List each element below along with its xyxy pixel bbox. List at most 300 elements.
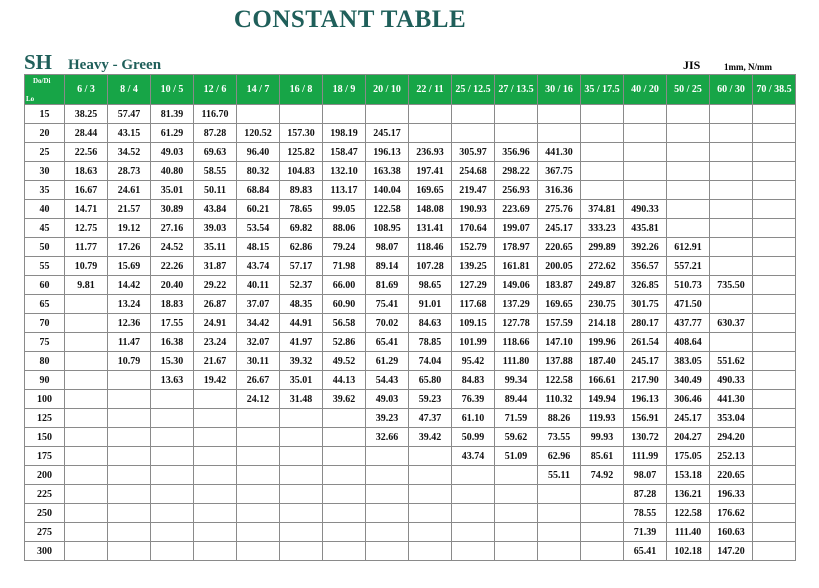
table-cell: 223.69	[495, 200, 538, 219]
table-cell	[753, 428, 796, 447]
table-cell	[753, 181, 796, 200]
row-length-cell: 90	[25, 371, 65, 390]
table-cell	[194, 542, 237, 561]
row-length-cell: 50	[25, 238, 65, 257]
table-cell: 58.55	[194, 162, 237, 181]
table-cell: 11.77	[65, 238, 108, 257]
table-cell	[667, 219, 710, 238]
table-cell: 49.03	[151, 143, 194, 162]
column-header: 35 / 17.5	[581, 75, 624, 105]
table-cell: 140.04	[366, 181, 409, 200]
table-cell: 17.26	[108, 238, 151, 257]
table-cell: 111.99	[624, 447, 667, 466]
table-cell: 116.70	[194, 105, 237, 124]
table-cell: 51.09	[495, 447, 538, 466]
table-cell	[151, 428, 194, 447]
table-cell: 78.85	[409, 333, 452, 352]
table-cell	[710, 333, 753, 352]
table-cell: 17.55	[151, 314, 194, 333]
table-cell	[581, 162, 624, 181]
table-cell	[151, 409, 194, 428]
table-cell	[409, 466, 452, 485]
table-cell	[495, 485, 538, 504]
table-cell	[409, 485, 452, 504]
table-cell	[581, 105, 624, 124]
table-cell: 52.86	[323, 333, 366, 352]
table-cell	[65, 333, 108, 352]
table-cell: 81.69	[366, 276, 409, 295]
table-cell: 85.61	[581, 447, 624, 466]
table-cell: 16.38	[151, 333, 194, 352]
table-cell: 16.67	[65, 181, 108, 200]
table-row	[25, 542, 796, 561]
table-cell	[753, 390, 796, 409]
table-row	[25, 485, 796, 504]
table-cell	[710, 143, 753, 162]
table-cell	[323, 485, 366, 504]
table-cell	[280, 447, 323, 466]
table-cell	[237, 447, 280, 466]
table-cell	[65, 466, 108, 485]
table-cell: 32.66	[366, 428, 409, 447]
table-cell: 78.65	[280, 200, 323, 219]
table-cell: 490.33	[710, 371, 753, 390]
table-cell	[194, 466, 237, 485]
table-cell: 89.14	[366, 257, 409, 276]
table-cell: 249.87	[581, 276, 624, 295]
table-cell	[753, 238, 796, 257]
column-header: 6 / 3	[65, 75, 108, 105]
table-cell	[538, 523, 581, 542]
table-cell	[667, 181, 710, 200]
table-cell: 137.29	[495, 295, 538, 314]
table-cell: 190.93	[452, 200, 495, 219]
table-cell	[65, 428, 108, 447]
table-row	[25, 409, 796, 428]
table-cell: 110.32	[538, 390, 581, 409]
table-cell: 28.73	[108, 162, 151, 181]
table-cell: 39.32	[280, 352, 323, 371]
table-header-row	[25, 75, 796, 105]
table-cell	[495, 504, 538, 523]
table-cell	[495, 105, 538, 124]
table-cell	[495, 466, 538, 485]
table-cell	[237, 523, 280, 542]
table-cell: 306.46	[667, 390, 710, 409]
table-cell	[753, 257, 796, 276]
table-cell	[452, 466, 495, 485]
constant-table	[24, 74, 796, 561]
table-cell: 87.28	[194, 124, 237, 143]
table-row	[25, 352, 796, 371]
table-cell	[237, 428, 280, 447]
table-cell	[194, 447, 237, 466]
table-cell	[151, 504, 194, 523]
corner-header-cell	[25, 75, 65, 105]
table-cell: 252.13	[710, 447, 753, 466]
table-cell	[323, 105, 366, 124]
table-cell	[194, 523, 237, 542]
table-cell: 70.02	[366, 314, 409, 333]
table-cell: 47.37	[409, 409, 452, 428]
table-cell	[108, 428, 151, 447]
table-cell: 38.25	[65, 105, 108, 124]
table-cell	[65, 504, 108, 523]
column-header: 18 / 9	[323, 75, 366, 105]
table-cell	[667, 143, 710, 162]
table-cell: 340.49	[667, 371, 710, 390]
table-cell	[753, 105, 796, 124]
table-cell	[495, 523, 538, 542]
table-cell: 118.46	[409, 238, 452, 257]
table-cell: 31.87	[194, 257, 237, 276]
table-row	[25, 219, 796, 238]
table-cell	[495, 542, 538, 561]
table-cell: 43.74	[452, 447, 495, 466]
table-cell: 53.54	[237, 219, 280, 238]
table-cell: 113.17	[323, 181, 366, 200]
table-cell: 40.80	[151, 162, 194, 181]
table-cell: 119.93	[581, 409, 624, 428]
table-cell: 153.18	[667, 466, 710, 485]
column-header: 8 / 4	[108, 75, 151, 105]
row-length-cell: 80	[25, 352, 65, 371]
table-cell	[710, 219, 753, 238]
table-cell: 374.81	[581, 200, 624, 219]
series-code: SH	[24, 50, 53, 74]
table-row	[25, 333, 796, 352]
row-length-cell: 75	[25, 333, 65, 352]
table-cell	[237, 542, 280, 561]
table-row	[25, 257, 796, 276]
table-cell: 122.58	[366, 200, 409, 219]
table-cell: 437.77	[667, 314, 710, 333]
table-cell: 272.62	[581, 257, 624, 276]
series-label	[24, 50, 161, 75]
table-cell: 22.26	[151, 257, 194, 276]
table-cell: 356.96	[495, 143, 538, 162]
row-length-cell: 300	[25, 542, 65, 561]
table-cell	[581, 143, 624, 162]
table-cell	[452, 523, 495, 542]
table-cell	[753, 162, 796, 181]
table-cell: 19.42	[194, 371, 237, 390]
row-length-cell: 200	[25, 466, 65, 485]
table-cell: 48.35	[280, 295, 323, 314]
table-cell	[581, 523, 624, 542]
table-cell: 130.72	[624, 428, 667, 447]
table-cell	[753, 542, 796, 561]
table-cell: 122.58	[538, 371, 581, 390]
table-cell: 13.63	[151, 371, 194, 390]
table-cell: 187.40	[581, 352, 624, 371]
table-cell	[65, 523, 108, 542]
table-cell	[624, 181, 667, 200]
table-cell	[108, 447, 151, 466]
table-cell: 75.41	[366, 295, 409, 314]
table-cell	[452, 485, 495, 504]
table-cell	[710, 238, 753, 257]
table-cell: 43.74	[237, 257, 280, 276]
table-cell: 612.91	[667, 238, 710, 257]
table-cell	[108, 504, 151, 523]
table-cell: 147.10	[538, 333, 581, 352]
table-cell: 147.20	[710, 542, 753, 561]
table-cell	[366, 523, 409, 542]
table-cell	[151, 485, 194, 504]
column-header: 60 / 30	[710, 75, 753, 105]
table-cell: 101.99	[452, 333, 495, 352]
table-cell: 298.22	[495, 162, 538, 181]
table-row	[25, 105, 796, 124]
table-cell: 510.73	[667, 276, 710, 295]
table-cell: 39.62	[323, 390, 366, 409]
table-cell: 84.63	[409, 314, 452, 333]
table-cell: 55.11	[538, 466, 581, 485]
table-cell: 98.65	[409, 276, 452, 295]
table-cell	[151, 542, 194, 561]
table-row	[25, 466, 796, 485]
table-cell: 256.93	[495, 181, 538, 200]
column-header: 30 / 16	[538, 75, 581, 105]
table-row	[25, 314, 796, 333]
table-cell: 89.44	[495, 390, 538, 409]
table-cell: 148.08	[409, 200, 452, 219]
table-cell: 15.69	[108, 257, 151, 276]
table-cell: 30.11	[237, 352, 280, 371]
row-length-cell: 20	[25, 124, 65, 143]
table-cell	[323, 409, 366, 428]
table-cell	[753, 314, 796, 333]
table-cell	[538, 485, 581, 504]
table-cell: 156.91	[624, 409, 667, 428]
table-cell: 32.07	[237, 333, 280, 352]
table-cell: 111.80	[495, 352, 538, 371]
row-length-cell: 100	[25, 390, 65, 409]
standard-label: JIS	[683, 58, 701, 72]
table-cell: 299.89	[581, 238, 624, 257]
table-row	[25, 124, 796, 143]
table-cell: 118.66	[495, 333, 538, 352]
table-cell: 61.29	[151, 124, 194, 143]
table-cell	[538, 504, 581, 523]
table-cell: 220.65	[538, 238, 581, 257]
table-cell: 280.17	[624, 314, 667, 333]
table-cell	[753, 295, 796, 314]
column-header: 70 / 38.5	[753, 75, 796, 105]
table-cell: 157.30	[280, 124, 323, 143]
table-cell: 21.67	[194, 352, 237, 371]
table-cell: 254.68	[452, 162, 495, 181]
table-cell: 81.39	[151, 105, 194, 124]
table-cell: 261.54	[624, 333, 667, 352]
table-cell: 98.07	[366, 238, 409, 257]
table-cell	[280, 485, 323, 504]
table-cell: 245.17	[538, 219, 581, 238]
table-cell	[280, 409, 323, 428]
table-cell	[366, 485, 409, 504]
table-cell	[65, 447, 108, 466]
table-cell	[65, 295, 108, 314]
table-cell	[710, 162, 753, 181]
table-cell: 305.97	[452, 143, 495, 162]
table-cell: 84.83	[452, 371, 495, 390]
table-cell: 62.96	[538, 447, 581, 466]
column-header: 12 / 6	[194, 75, 237, 105]
table-cell: 139.25	[452, 257, 495, 276]
table-cell	[409, 523, 452, 542]
table-cell	[280, 105, 323, 124]
table-cell: 59.23	[409, 390, 452, 409]
table-row	[25, 238, 796, 257]
table-cell: 204.27	[667, 428, 710, 447]
table-cell: 26.87	[194, 295, 237, 314]
table-cell	[753, 276, 796, 295]
table-cell	[753, 143, 796, 162]
page-title: CONSTANT TABLE	[233, 6, 467, 33]
table-cell: 166.61	[581, 371, 624, 390]
table-cell: 50.99	[452, 428, 495, 447]
table-cell: 149.94	[581, 390, 624, 409]
table-cell: 236.93	[409, 143, 452, 162]
table-cell: 65.80	[409, 371, 452, 390]
table-cell	[323, 523, 366, 542]
row-length-cell: 275	[25, 523, 65, 542]
table-cell: 39.03	[194, 219, 237, 238]
table-cell: 198.19	[323, 124, 366, 143]
table-cell	[753, 504, 796, 523]
table-cell: 170.64	[452, 219, 495, 238]
table-cell	[409, 447, 452, 466]
table-cell: 21.57	[108, 200, 151, 219]
table-cell: 183.87	[538, 276, 581, 295]
table-cell: 50.11	[194, 181, 237, 200]
table-cell	[323, 504, 366, 523]
table-cell: 88.26	[538, 409, 581, 428]
table-cell: 178.97	[495, 238, 538, 257]
table-cell: 89.83	[280, 181, 323, 200]
corner-bottom-label: Lo	[26, 95, 35, 103]
table-cell	[151, 466, 194, 485]
table-cell: 27.16	[151, 219, 194, 238]
table-cell: 74.92	[581, 466, 624, 485]
table-cell	[65, 352, 108, 371]
table-cell: 73.55	[538, 428, 581, 447]
table-cell: 408.64	[667, 333, 710, 352]
table-cell: 34.52	[108, 143, 151, 162]
column-header: 22 / 11	[409, 75, 452, 105]
table-cell: 91.01	[409, 295, 452, 314]
table-cell: 14.42	[108, 276, 151, 295]
table-cell	[624, 143, 667, 162]
table-cell: 10.79	[108, 352, 151, 371]
table-cell: 52.37	[280, 276, 323, 295]
table-cell	[710, 295, 753, 314]
table-cell	[280, 504, 323, 523]
table-cell: 39.23	[366, 409, 409, 428]
column-header: 20 / 10	[366, 75, 409, 105]
corner-top-label: Do/Di	[33, 77, 51, 85]
table-cell	[108, 409, 151, 428]
table-cell: 326.85	[624, 276, 667, 295]
table-cell: 88.06	[323, 219, 366, 238]
table-cell: 275.76	[538, 200, 581, 219]
table-cell: 24.61	[108, 181, 151, 200]
table-cell: 160.63	[710, 523, 753, 542]
table-cell: 23.24	[194, 333, 237, 352]
table-cell: 41.97	[280, 333, 323, 352]
table-cell: 127.78	[495, 314, 538, 333]
table-cell	[581, 542, 624, 561]
table-cell: 125.82	[280, 143, 323, 162]
table-cell	[323, 428, 366, 447]
table-cell: 219.47	[452, 181, 495, 200]
table-cell	[753, 333, 796, 352]
table-cell	[194, 504, 237, 523]
table-cell: 392.26	[624, 238, 667, 257]
table-cell: 31.48	[280, 390, 323, 409]
row-length-cell: 40	[25, 200, 65, 219]
table-cell: 14.71	[65, 200, 108, 219]
table-cell: 136.21	[667, 485, 710, 504]
table-cell	[710, 124, 753, 143]
table-cell: 76.39	[452, 390, 495, 409]
column-header: 25 / 12.5	[452, 75, 495, 105]
table-cell: 48.15	[237, 238, 280, 257]
table-row	[25, 523, 796, 542]
table-cell: 157.59	[538, 314, 581, 333]
table-cell: 12.36	[108, 314, 151, 333]
table-cell	[710, 181, 753, 200]
table-cell: 24.12	[237, 390, 280, 409]
table-cell: 96.40	[237, 143, 280, 162]
table-cell: 383.05	[667, 352, 710, 371]
table-cell: 80.32	[237, 162, 280, 181]
table-cell: 11.47	[108, 333, 151, 352]
table-cell	[366, 447, 409, 466]
column-header: 40 / 20	[624, 75, 667, 105]
table-cell: 353.04	[710, 409, 753, 428]
table-cell	[323, 447, 366, 466]
table-cell	[710, 257, 753, 276]
table-cell: 44.91	[280, 314, 323, 333]
row-length-cell: 250	[25, 504, 65, 523]
table-cell: 149.06	[495, 276, 538, 295]
table-cell	[280, 466, 323, 485]
table-cell: 18.63	[65, 162, 108, 181]
table-cell: 471.50	[667, 295, 710, 314]
row-length-cell: 25	[25, 143, 65, 162]
table-cell: 102.18	[667, 542, 710, 561]
table-cell: 122.58	[667, 504, 710, 523]
table-cell: 71.98	[323, 257, 366, 276]
table-cell	[323, 542, 366, 561]
table-cell: 68.84	[237, 181, 280, 200]
table-cell: 18.83	[151, 295, 194, 314]
table-cell: 99.05	[323, 200, 366, 219]
table-row	[25, 295, 796, 314]
table-cell	[667, 162, 710, 181]
table-cell: 367.75	[538, 162, 581, 181]
table-cell	[65, 390, 108, 409]
table-cell: 56.58	[323, 314, 366, 333]
table-cell: 230.75	[581, 295, 624, 314]
table-cell	[65, 485, 108, 504]
table-cell: 60.21	[237, 200, 280, 219]
table-cell	[753, 409, 796, 428]
table-cell	[65, 371, 108, 390]
table-row	[25, 447, 796, 466]
